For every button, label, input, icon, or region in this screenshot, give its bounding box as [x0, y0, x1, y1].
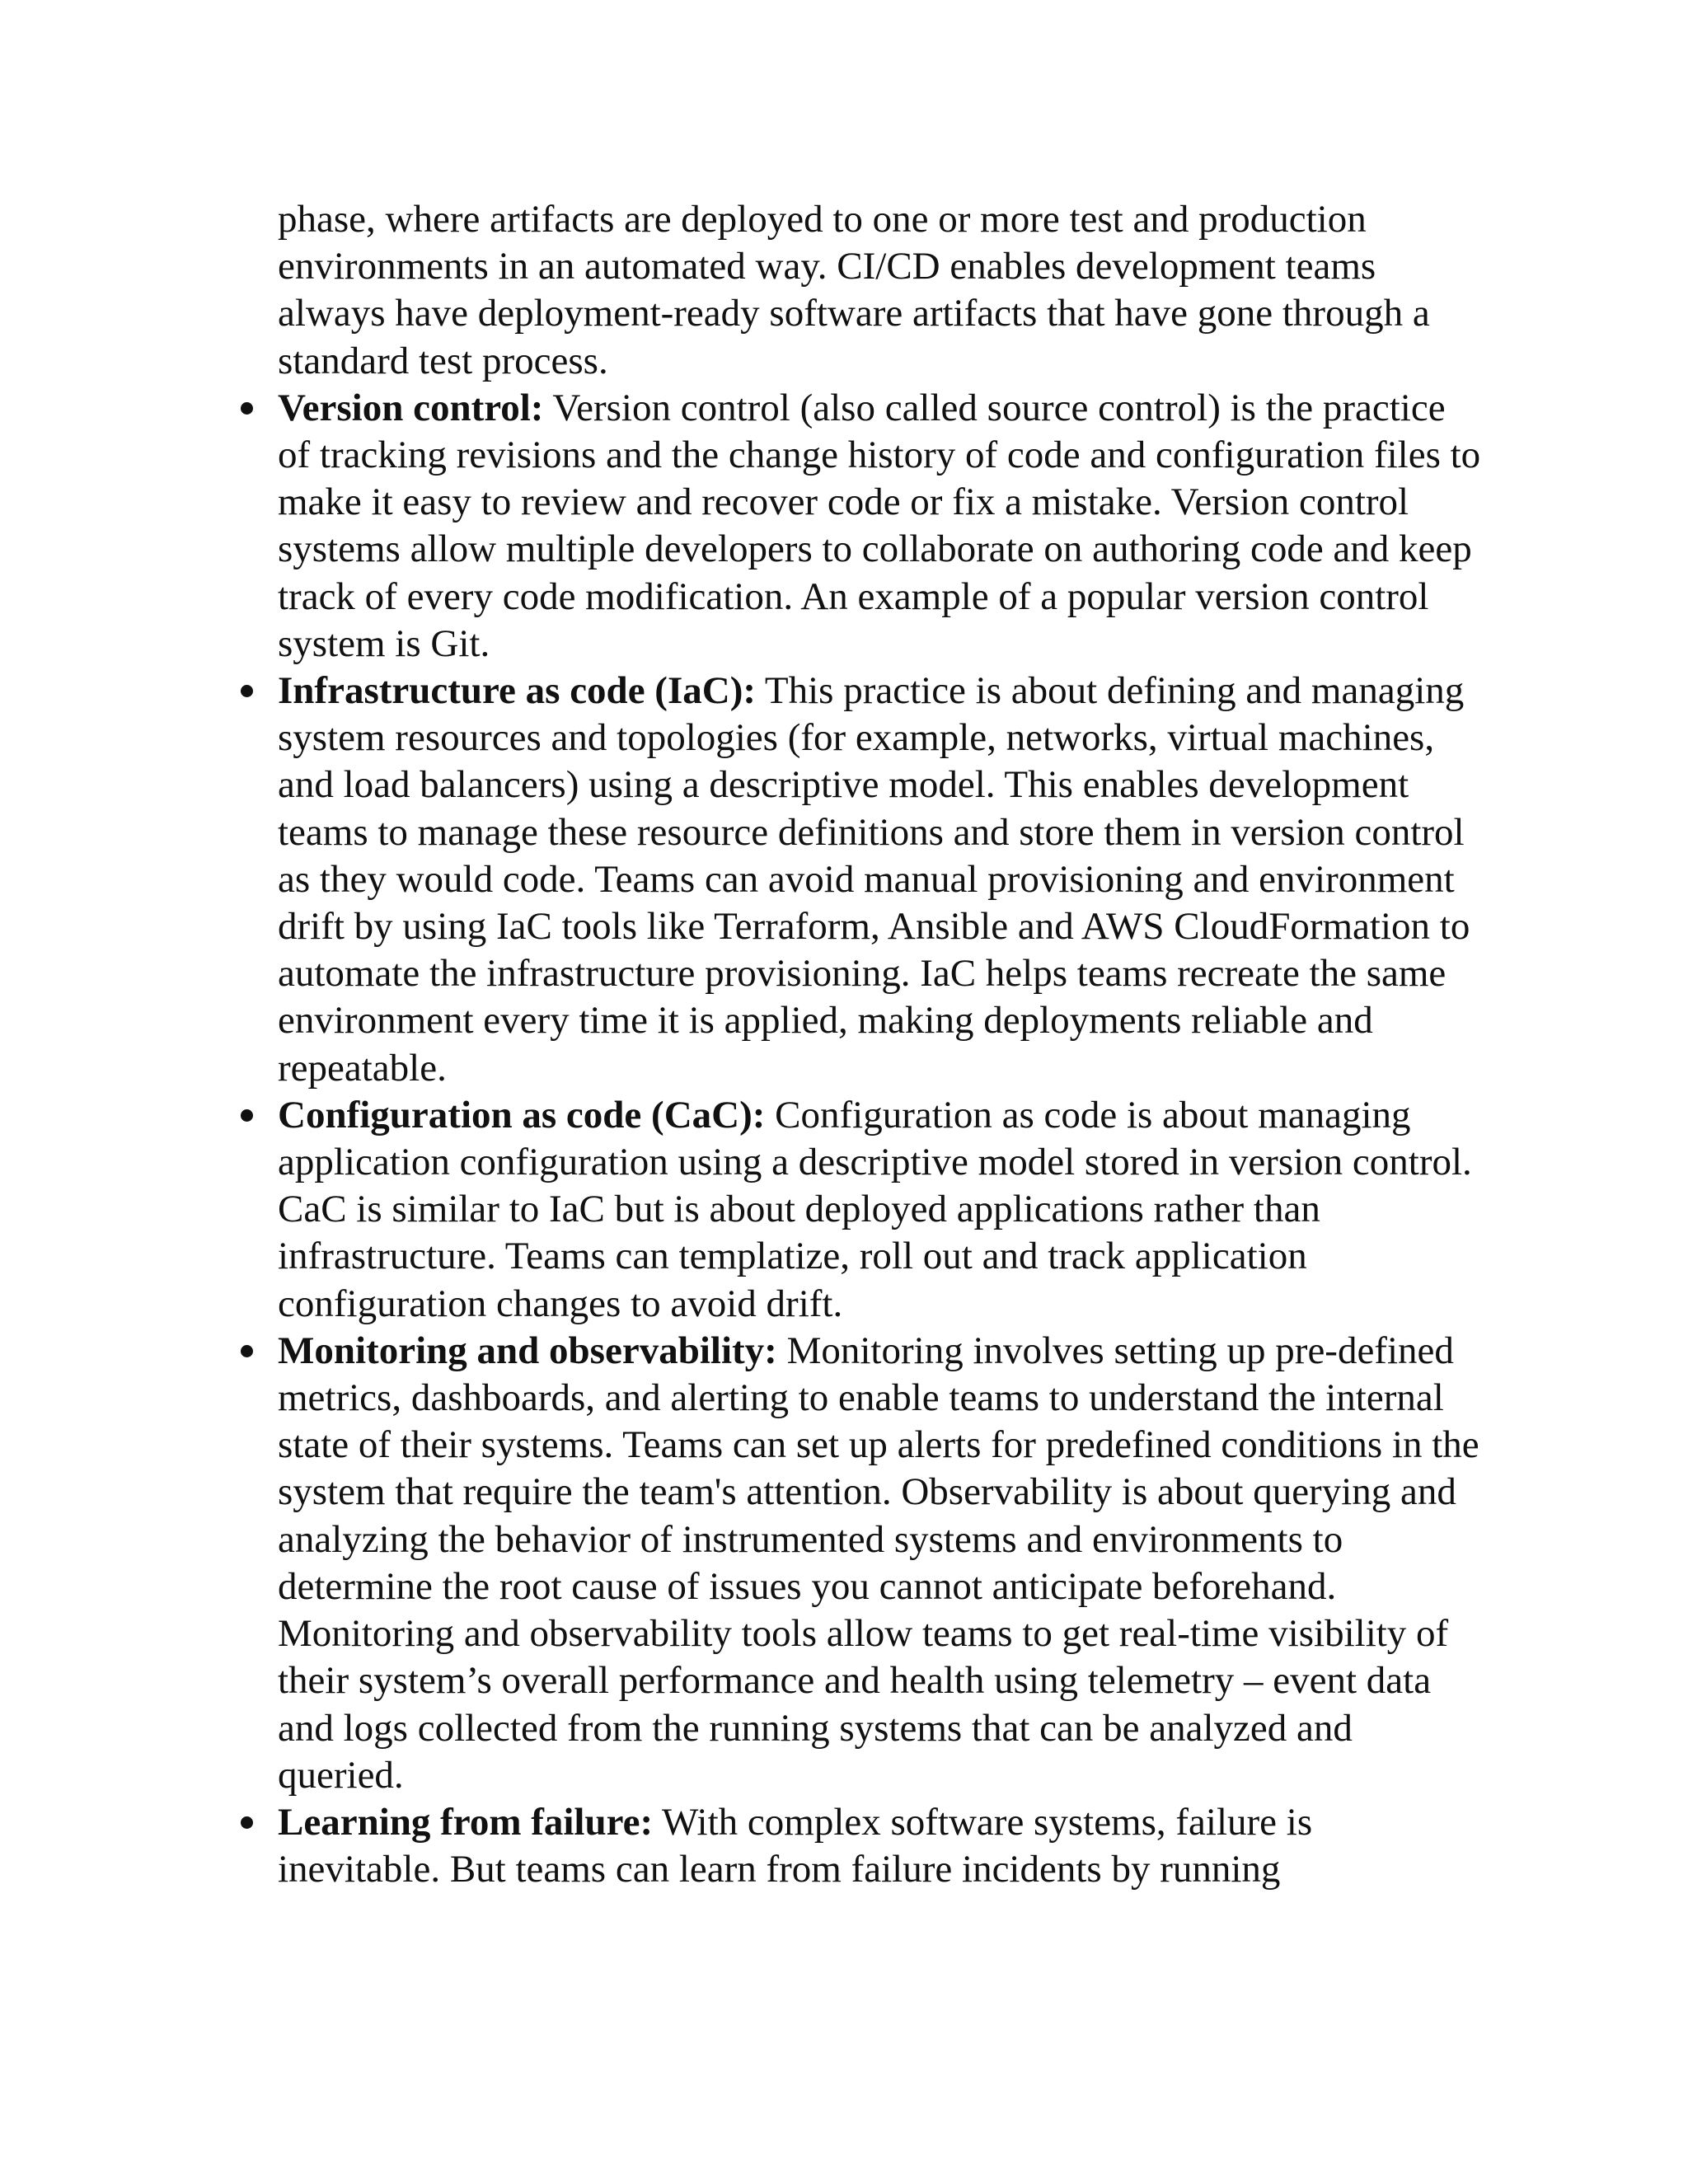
item-term: Configuration as code (CaC):: [278, 1093, 766, 1137]
bullet-icon: [234, 1092, 259, 1139]
list-item-infrastructure-as-code: [278, 668, 1481, 1092]
list-item-monitoring-observability: [278, 1328, 1481, 1799]
list-item-learning-from-failure: [278, 1799, 1481, 1893]
item-term: Learning from failure:: [278, 1800, 654, 1844]
item-text: Version control (also called source control) is the practice of tracking revisions and the change history of code and configuration files to make it easy to review and recover code or fix a mistake. Version control systems allow multiple developers to collaborate on authoring code and keep track of every code modification. An example of a popular version control system is Git.: [278, 386, 1481, 665]
item-text: This practice is about defining and managing system resources and topologies (for example, networks, virtual machines, and load balancers) using a descriptive model. This enables development teams to manage these resource definitions and store them in version control as they would code. Teams can avoid manual provisioning and environment drift by using IaC tools like Terraform, Ansible and AWS CloudFormation to automate the infrastructure provisioning. IaC helps teams recreate the same environment every time it is applied, making deployments reliable and repeatable.: [278, 669, 1470, 1090]
practices-list: [278, 385, 1481, 1894]
page-body: [278, 196, 1481, 1893]
intro-paragraph: phase, where artifacts are deployed to one or more test and production environments in an automated way. CI/CD enables development teams always have deployment-ready software artifacts that have gone through a standard test process.: [278, 198, 1430, 382]
bullet-icon: [234, 668, 259, 715]
bullet-icon: [234, 385, 259, 432]
bullet-icon: [234, 1799, 259, 1846]
bullet-icon: [234, 1328, 259, 1375]
item-term: Monitoring and observability:: [278, 1329, 777, 1372]
list-item-version-control: [278, 385, 1481, 668]
item-text: Configuration as code is about managing application configuration using a descriptive model stored in version control. CaC is similar to IaC but is about deployed applications rather than infrastructure. Teams can templatize, roll out and track application configuration changes to avoid drift.: [278, 1093, 1472, 1325]
list-item-configuration-as-code: [278, 1092, 1481, 1328]
item-text: Monitoring involves setting up pre-defined metrics, dashboards, and alerting to enable teams to understand the internal state of their systems. Teams can set up alerts for predefined conditions in the system that require the team's attention. Observability is about querying and analyzing the behavior of instrumented systems and environments to determine the root cause of issues you cannot anticipate beforehand. Monitoring and observability tools allow teams to get real-time visibility of their system’s overall performance and health using telemetry – event data and logs collected from the running systems that can be analyzed and queried.: [278, 1329, 1479, 1797]
item-term: Version control:: [278, 386, 544, 429]
item-text: With complex software systems, failure is inevitable. But teams can learn from failure incidents by running: [278, 1800, 1313, 1891]
item-term: Infrastructure as code (IaC):: [278, 669, 756, 713]
